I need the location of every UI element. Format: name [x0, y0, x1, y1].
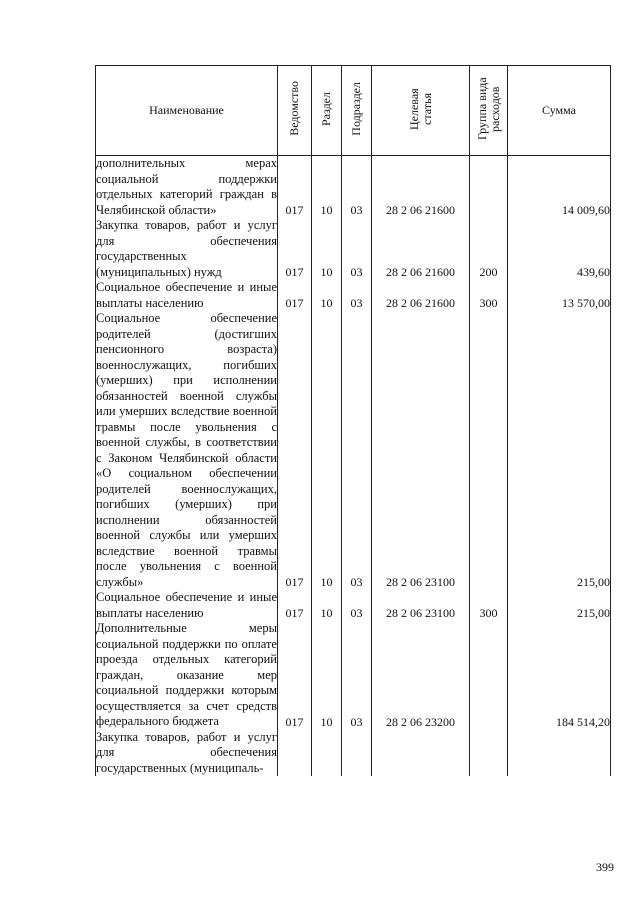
row-dept: 017 — [278, 621, 312, 730]
row-name: Социальное обеспечение и иные выплаты населению — [96, 590, 277, 620]
row-dept: 017 — [278, 218, 312, 280]
row-group: 200 — [470, 218, 508, 280]
row-sum: 13 570,00 — [508, 280, 611, 311]
row-sum: 14 009,60 — [508, 156, 611, 219]
row-sum — [508, 730, 611, 777]
row-sum: 215,00 — [508, 590, 611, 621]
row-name: Закупка товаров, работ и услуг для обеспечения государственных (муниципальных) нужд — [96, 218, 277, 279]
row-target: 28 2 06 21600 — [372, 280, 470, 311]
row-target — [372, 730, 470, 777]
row-subsection: 03 — [342, 218, 372, 280]
page-number: 399 — [596, 860, 614, 874]
row-section: 10 — [312, 280, 342, 311]
row-name: Дополнительные меры социальной поддержки по оплате проезда отдельных категорий граждан, оказание мер социальной поддержки которым осуществляется за счет средств федерального бюджета — [96, 621, 277, 728]
row-group — [470, 311, 508, 590]
row-target: 28 2 06 21600 — [372, 156, 470, 219]
row-group: 300 — [470, 590, 508, 621]
table-row — [96, 621, 611, 730]
table-row — [96, 730, 611, 777]
row-section: 10 — [312, 156, 342, 219]
row-sum: 439,60 — [508, 218, 611, 280]
table-row — [96, 218, 611, 280]
row-sum: 215,00 — [508, 311, 611, 590]
row-dept: 017 — [278, 590, 312, 621]
budget-table — [95, 65, 611, 776]
row-target: 28 2 06 21600 — [372, 218, 470, 280]
row-section — [312, 730, 342, 777]
row-group — [470, 156, 508, 219]
row-name: Социальное обеспечение родителей (достигших пенсионного возраста) военнослужащих, погибших (умерших) при исполнении обязанностей военной службы или умерших вследствие военной травмы после увольнения с военной службы, в соответствии с Законом Челябинской области «О социальном обеспечении родителей военнослужащих, погибших (умерших) при исполнении обязанностей военной службы или умерших вследствие военной травмы после увольнения с военной службы» — [96, 311, 277, 589]
row-name: Социальное обеспечение и иные выплаты населению — [96, 280, 277, 310]
row-section: 10 — [312, 311, 342, 590]
row-subsection — [342, 730, 372, 777]
row-name: дополнительных мерах социальной поддержки отдельных категорий граждан в Челябинской области» — [96, 156, 277, 217]
table-row — [96, 280, 611, 311]
row-subsection: 03 — [342, 156, 372, 219]
row-dept: 017 — [278, 156, 312, 219]
header-sum: Сумма — [508, 66, 611, 156]
header-dept: Ведомство — [278, 66, 312, 156]
row-dept: 017 — [278, 311, 312, 590]
row-target: 28 2 06 23100 — [372, 590, 470, 621]
row-group: 300 — [470, 280, 508, 311]
row-section: 10 — [312, 218, 342, 280]
row-section: 10 — [312, 590, 342, 621]
row-section: 10 — [312, 621, 342, 730]
row-group — [470, 621, 508, 730]
row-subsection: 03 — [342, 311, 372, 590]
header-section: Раздел — [312, 66, 342, 156]
row-dept: 017 — [278, 280, 312, 311]
table-row — [96, 590, 611, 621]
table-row — [96, 156, 611, 219]
row-subsection: 03 — [342, 621, 372, 730]
header-group: Группа вида расходов — [470, 66, 508, 156]
row-sum: 184 514,20 — [508, 621, 611, 730]
header-name: Наименование — [96, 66, 278, 156]
header-row — [96, 66, 611, 156]
row-group — [470, 730, 508, 777]
table-row — [96, 311, 611, 590]
header-subsection: Подраздел — [342, 66, 372, 156]
row-subsection: 03 — [342, 590, 372, 621]
row-subsection: 03 — [342, 280, 372, 311]
row-target: 28 2 06 23200 — [372, 621, 470, 730]
row-target: 28 2 06 23100 — [372, 311, 470, 590]
row-name: Закупка товаров, работ и услуг для обеспечения государственных (муниципаль- — [96, 729, 277, 775]
row-dept — [278, 730, 312, 777]
header-target: Целевая статья — [372, 66, 470, 156]
